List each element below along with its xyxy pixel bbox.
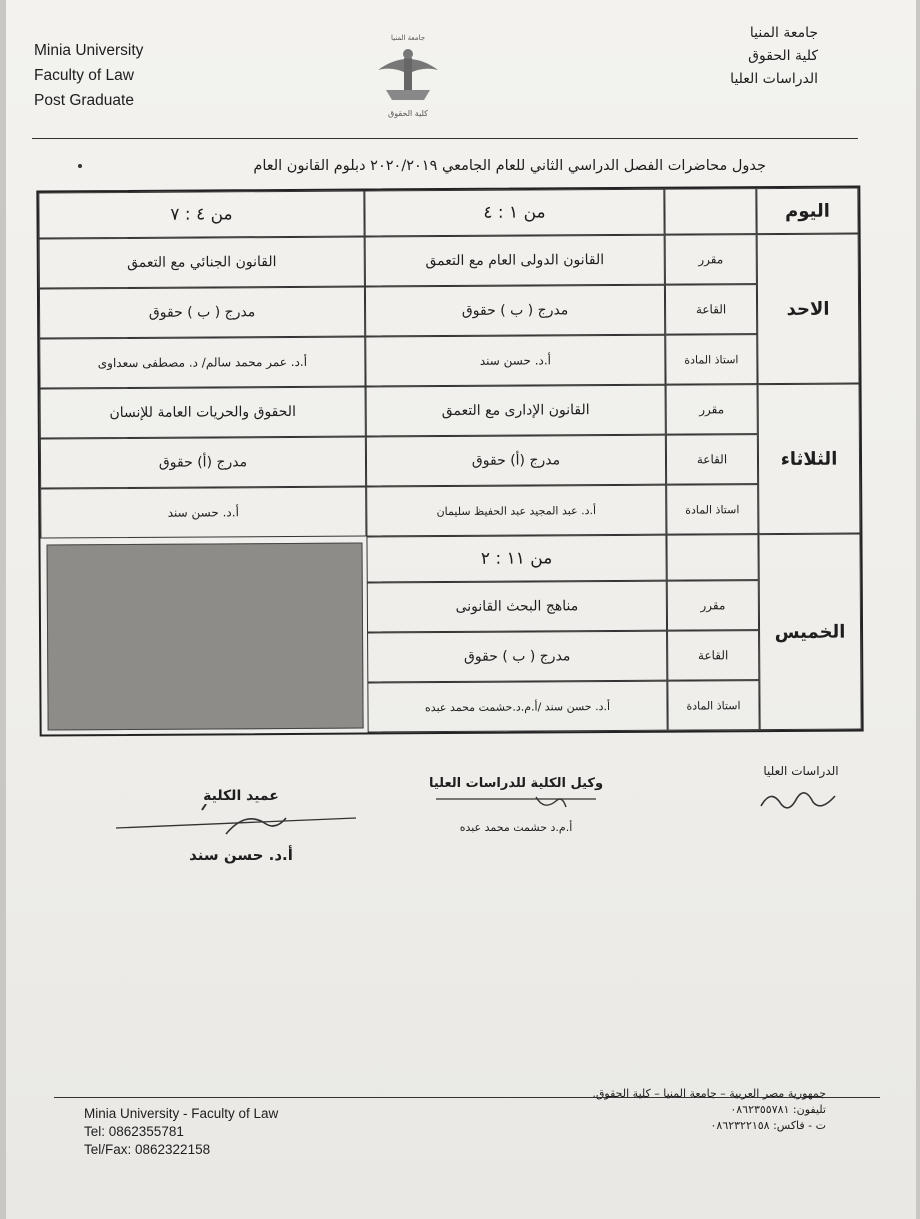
thursday-course-label: مقرر	[667, 580, 759, 631]
schedule-table	[36, 185, 863, 736]
logo-text-top: جامعة المنيا	[390, 34, 426, 42]
footer-tel-en: Tel: 0862355781	[84, 1124, 184, 1139]
sunday-slot2-hall: مدرج ( ب ) حقوق	[39, 287, 365, 339]
university-name-ar: جامعة المنيا	[749, 25, 818, 41]
header-arabic	[730, 22, 818, 91]
sunday-slot1-course: القانون الدولى العام مع التعمق	[365, 235, 665, 287]
thursday-slot1-hall: مدرج ( ب ) حقوق	[367, 631, 667, 683]
time-slot-2-header: من ٤ : ٧	[38, 191, 364, 239]
tuesday-slot2-professor: أ.د. حسن سند	[40, 487, 366, 539]
sunday-hall-label: القاعة	[665, 284, 757, 335]
sunday-slot2-course: القانون الجنائي مع التعمق	[39, 237, 365, 289]
thursday-slot1-course: مناهج البحث القانونى	[367, 581, 667, 633]
university-logo	[368, 30, 448, 122]
sunday-professor-label: استاذ المادة	[665, 334, 757, 385]
blank-header-cell	[664, 188, 756, 235]
dean-signature-scribble	[116, 804, 366, 838]
thursday-slot1-professor: أ.د. حسن سند /أ.م.د.حشمت محمد عبده	[367, 681, 667, 733]
footer-institution-en: Minia University - Faculty of Law	[84, 1106, 279, 1121]
logo-text-bottom: كلية الحقوق	[388, 109, 428, 118]
tuesday-slot1-course: القانون الإدارى مع التعمق	[366, 385, 666, 437]
department-name-en: Post Graduate	[34, 92, 134, 109]
sunday-slot1-professor: أ.د. حسن سند	[365, 335, 665, 387]
signature-vice-dean	[406, 776, 626, 834]
footer-fax-ar: ت - فاكس: ٠٨٦٢٣٢٢١٥٨	[710, 1119, 826, 1132]
vice-dean-name: أ.م.د حشمت محمد عبده	[459, 821, 573, 834]
sunday-course-label: مقرر	[665, 234, 757, 285]
tuesday-hall-label: القاعة	[666, 434, 758, 485]
sunday-slot2-professor: أ.د. عمر محمد سالم/ د. مصطفى سعداوى	[39, 337, 365, 389]
signature-dean	[116, 788, 366, 864]
schedule-title: جدول محاضرات الفصل الدراسي الثاني للعام الجامعي ٢٠٢٠/٢٠١٩ دبلوم القانون العام	[253, 158, 766, 174]
footer-arabic	[592, 1086, 826, 1134]
footer-institution-ar: جمهورية مصر العربية – جامعة المنيا – كلية الحقوق.	[592, 1087, 826, 1100]
bullet-dot	[78, 164, 82, 168]
header-divider	[32, 138, 858, 139]
footer-tel-ar: تليفون: ٠٨٦٢٣٥٥٧٨١	[730, 1103, 826, 1116]
faculty-name-en: Faculty of Law	[34, 67, 134, 84]
faculty-name-ar: كلية الحقوق	[748, 48, 818, 64]
empty-shaded-cell	[47, 543, 364, 731]
postgrad-signature-scribble	[751, 778, 851, 818]
vice-dean-title: وكيل الكلية للدراسات العليا	[428, 776, 604, 791]
tuesday-slot1-professor: أ.د. عبد المجيد عبد الحفيظ سليمان	[366, 485, 666, 537]
tuesday-slot2-course: الحقوق والحريات العامة للإنسان	[40, 387, 366, 439]
tuesday-course-label: مقرر	[666, 384, 758, 435]
header-english	[34, 38, 143, 113]
sunday-slot1-hall: مدرج ( ب ) حقوق	[365, 285, 665, 337]
day-tuesday: الثلاثاء	[758, 383, 861, 534]
time-slot-1-header: من ١ : ٤	[364, 189, 664, 237]
day-column-header: اليوم	[756, 188, 858, 235]
thursday-blank-label	[666, 534, 758, 581]
thursday-time-slot: من ١١ : ٢	[366, 535, 666, 583]
thursday-professor-label: استاذ المادة	[667, 680, 759, 731]
dean-name: أ.د. حسن سند	[189, 846, 293, 864]
tuesday-slot2-hall: مدرج (أ) حقوق	[40, 437, 366, 489]
tuesday-professor-label: استاذ المادة	[666, 484, 758, 535]
tuesday-slot1-hall: مدرج (أ) حقوق	[366, 435, 666, 487]
vice-dean-signature-scribble	[416, 791, 616, 817]
signature-postgrad	[746, 764, 856, 822]
footer-english	[84, 1105, 278, 1159]
dean-title: عميد الكلية	[203, 788, 279, 804]
department-name-ar: الدراسات العليا	[730, 71, 818, 87]
postgrad-title: الدراسات العليا	[763, 764, 839, 778]
document-page	[6, 0, 916, 1219]
thursday-hall-label: القاعة	[667, 630, 759, 681]
footer-fax-en: Tel/Fax: 0862322158	[84, 1142, 211, 1157]
day-sunday: الاحد	[757, 233, 860, 384]
university-name-en: Minia University	[34, 42, 144, 59]
day-thursday: الخميس	[758, 533, 861, 730]
